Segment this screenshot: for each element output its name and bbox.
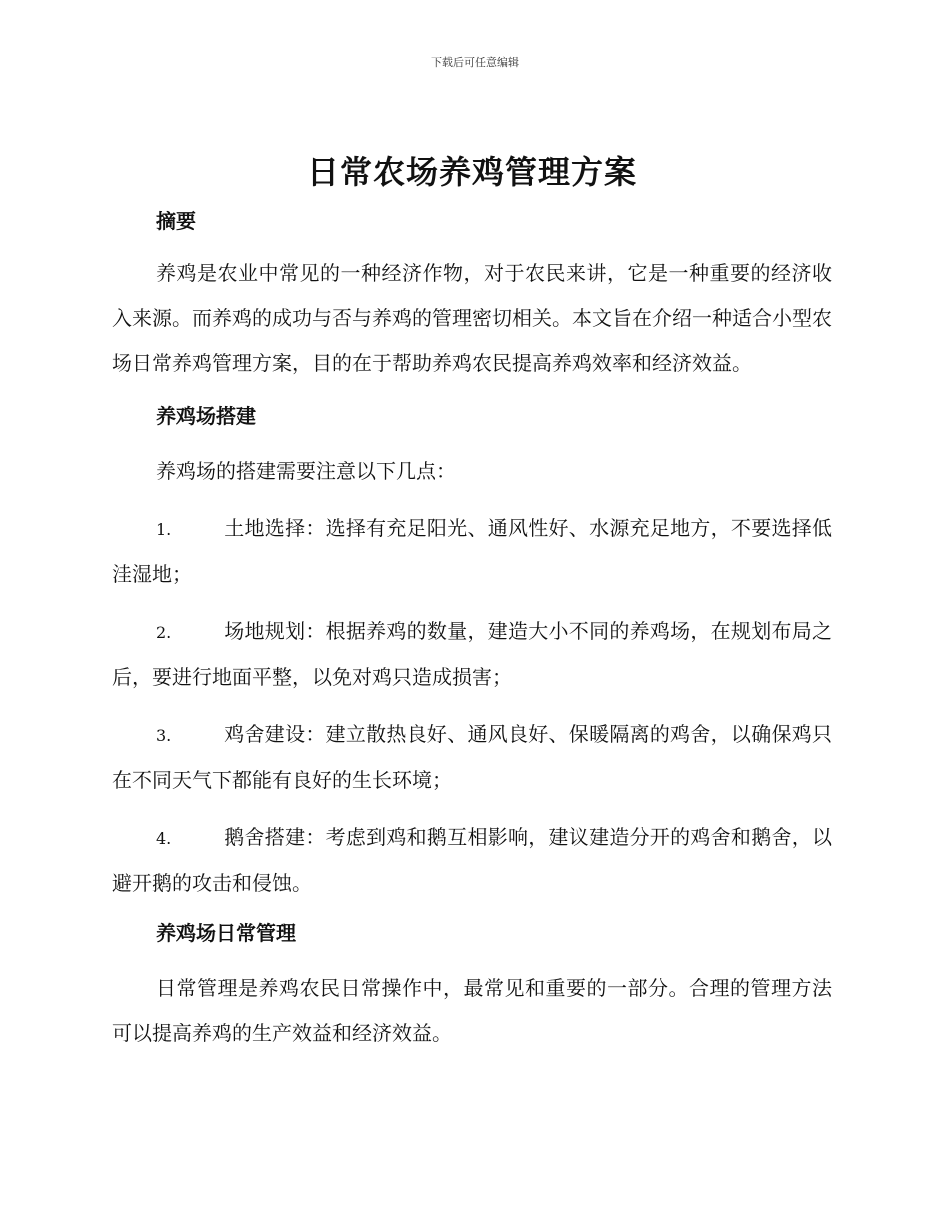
list-number: 3. [156,726,172,745]
list-number: 1. [156,520,172,539]
document-body [112,150,832,1056]
list-item [112,609,832,700]
header-note: 下载后可任意编辑 [431,56,519,69]
section-heading-construction: 养鸡场搭建 [156,404,256,428]
section-heading-abstract: 摘要 [156,209,196,233]
page-title: 日常农场养鸡管理方案 [306,153,637,191]
section-heading-daily-management: 养鸡场日常管理 [156,921,296,945]
list-item [112,815,832,906]
list-item-text: 土地选择：选择有充足阳光、通风性好、水源充足地方，不要选择低洼湿地； [112,516,832,586]
list-item [112,712,832,803]
construction-intro: 养鸡场的搭建需要注意以下几点： [156,459,456,483]
list-item-text: 鹅舍搭建：考虑到鸡和鹅互相影响，建议建造分开的鸡舍和鹅舍，以避开鹅的攻击和侵蚀。 [112,825,832,895]
list-item [112,506,832,597]
list-number: 2. [156,623,172,642]
daily-management-paragraph: 日常管理是养鸡农民日常操作中，最常见和重要的一部分。合理的管理方法可以提高养鸡的生产效益和经济效益。 [112,976,832,1045]
list-item-text: 场地规划：根据养鸡的数量，建造大小不同的养鸡场，在规划布局之后，要进行地面平整，以免对鸡只造成损害； [112,619,832,689]
abstract-paragraph: 养鸡是农业中常见的一种经济作物，对于农民来讲，它是一种重要的经济收入来源。而养鸡的成功与否与养鸡的管理密切相关。本文旨在介绍一种适合小型农场日常养鸡管理方案，目的在于帮助养鸡农民提高养鸡效率和经济效益。 [112,261,832,375]
list-item-text: 鸡舍建设：建立散热良好、通风良好、保暖隔离的鸡舍，以确保鸡只在不同天气下都能有良好的生长环境； [112,722,832,792]
list-number: 4. [156,829,172,848]
